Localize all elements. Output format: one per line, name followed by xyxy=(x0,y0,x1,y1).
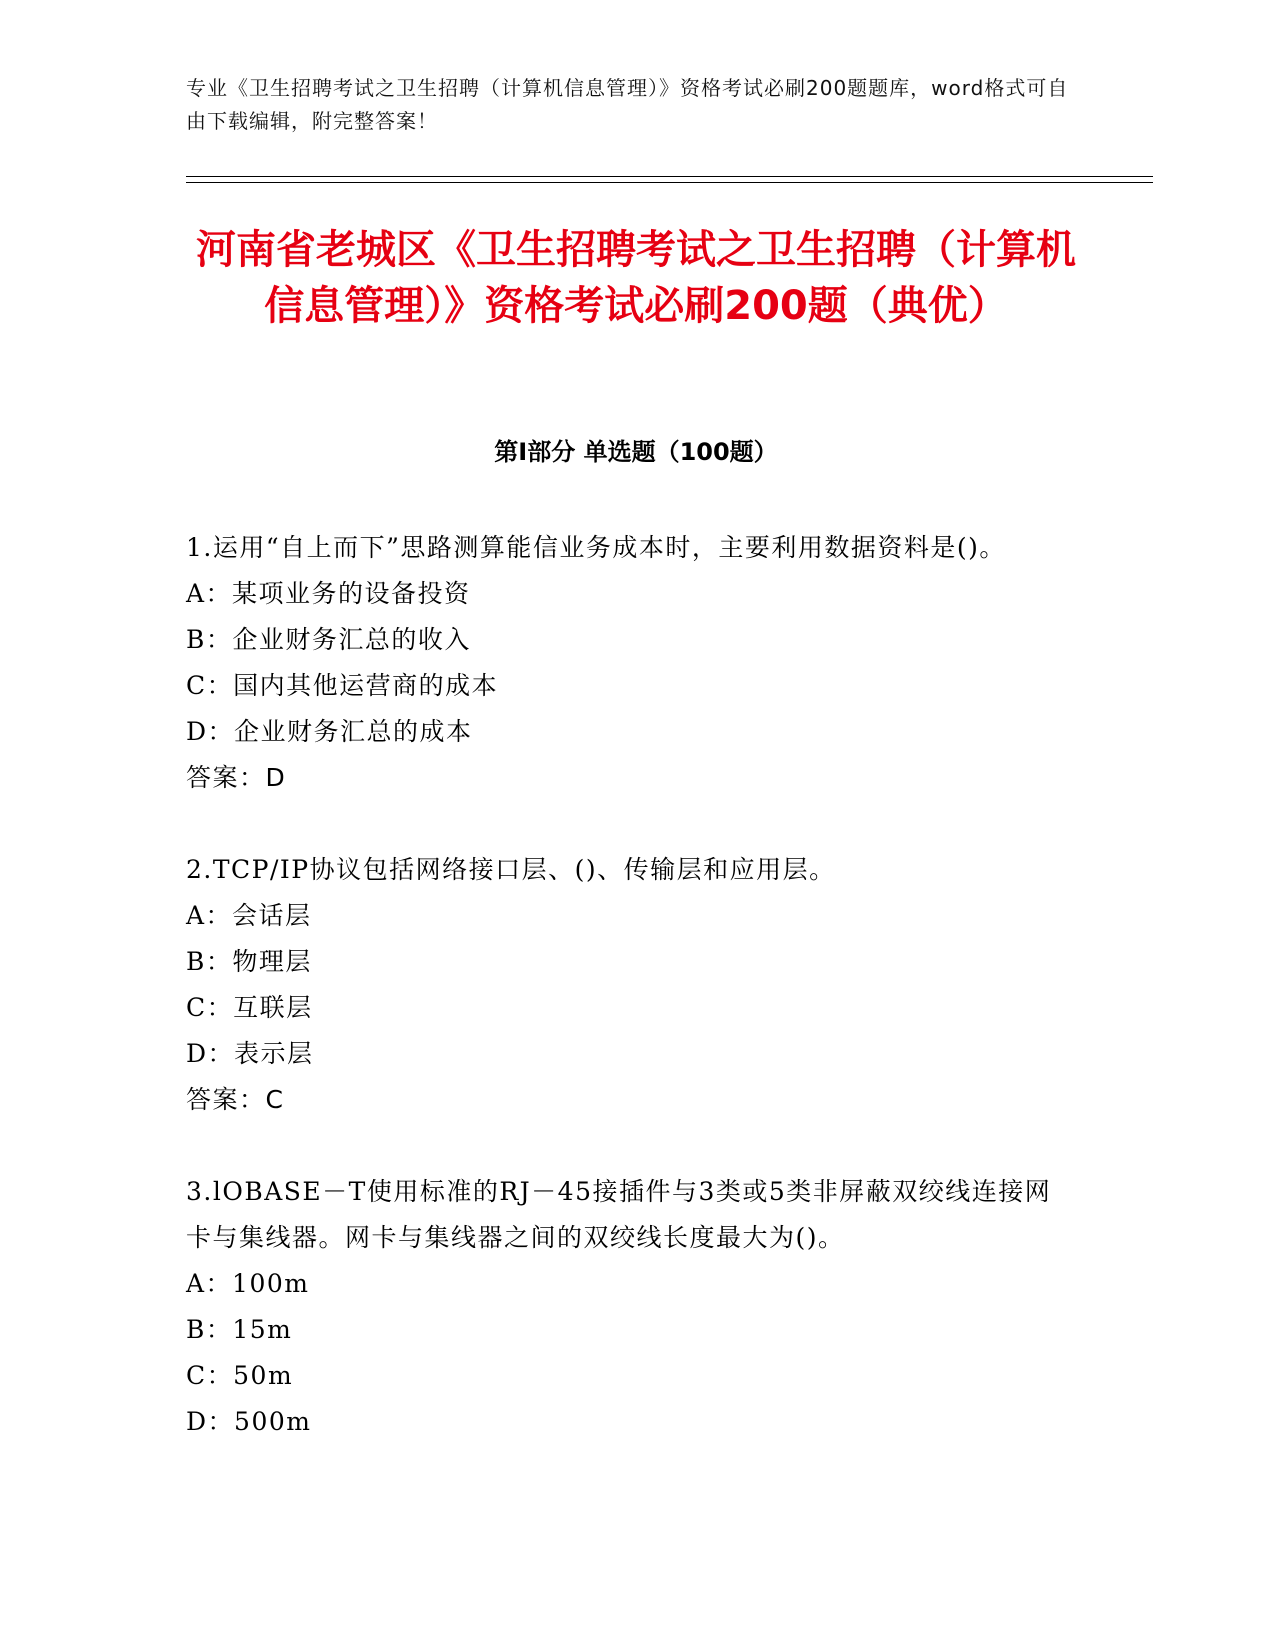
option-c: C：国内其他运营商的成本 xyxy=(186,671,499,700)
document-title: 河南省老城区《卫生招聘考试之卫生招聘（计算机信息管理）》资格考试必刷200题（典优） xyxy=(196,227,1076,329)
question-list xyxy=(186,525,1076,1491)
answer: 答案：C xyxy=(186,1085,285,1114)
option-b: B：企业财务汇总的收入 xyxy=(186,625,471,654)
option-b: B：物理层 xyxy=(186,947,312,976)
question-stem: 1.运用“自上而下”思路测算能信业务成本时，主要利用数据资料是()。 xyxy=(186,533,1006,562)
question-2 xyxy=(186,847,1076,1123)
option-d: D：500m xyxy=(186,1407,312,1436)
section-title: 第I部分 单选题（100题） xyxy=(494,438,778,466)
header-note: 专业《卫生招聘考试之卫生招聘（计算机信息管理）》资格考试必刷200题题库，word格式可自由下载编辑，附完整答案！ xyxy=(186,76,1069,133)
answer: 答案：D xyxy=(186,763,287,792)
option-a: A：会话层 xyxy=(186,901,312,930)
header-divider-top xyxy=(186,176,1153,177)
option-a: A：100m xyxy=(186,1269,310,1298)
question-3 xyxy=(186,1169,1076,1445)
question-stem: 3.lOBASE－T使用标准的RJ－45接插件与3类或5类非屏蔽双绞线连接网卡与集线器。网卡与集线器之间的双绞线长度最大为()。 xyxy=(186,1177,1052,1252)
question-1 xyxy=(186,525,1076,801)
question-stem: 2.TCP/IP协议包括网络接口层、()、传输层和应用层。 xyxy=(186,855,836,884)
option-d: D：企业财务汇总的成本 xyxy=(186,717,473,746)
option-d: D：表示层 xyxy=(186,1039,314,1068)
option-c: C：50m xyxy=(186,1361,294,1390)
option-b: B：15m xyxy=(186,1315,293,1344)
header-divider-bottom xyxy=(186,182,1153,183)
option-a: A：某项业务的设备投资 xyxy=(186,579,471,608)
option-c: C：互联层 xyxy=(186,993,313,1022)
